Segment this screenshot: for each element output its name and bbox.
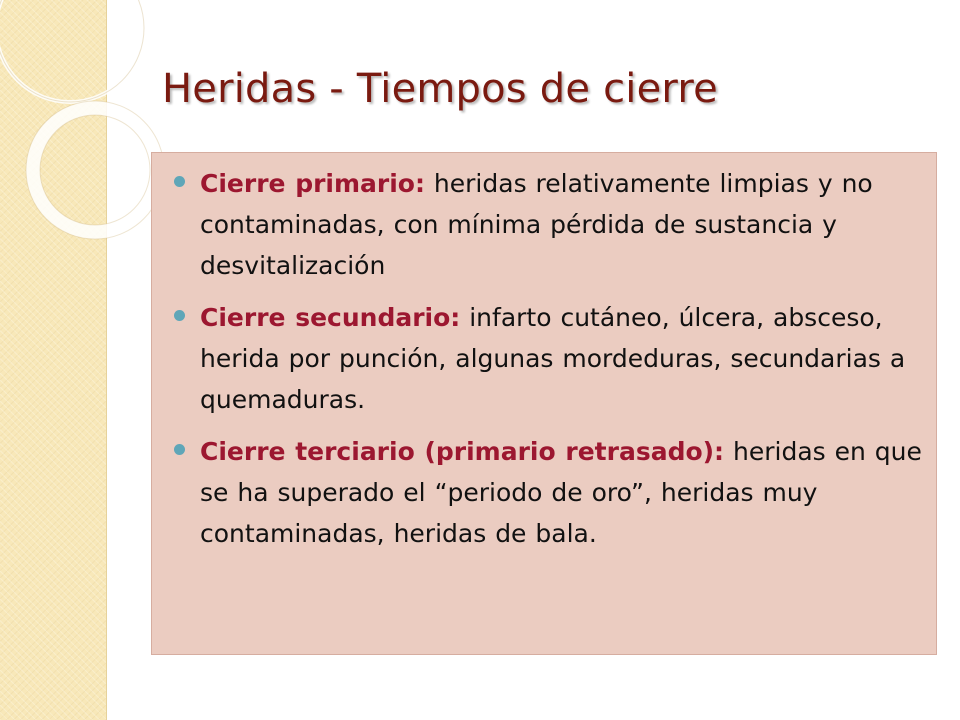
bullet-term: Cierre terciario (primario retrasado): (200, 437, 725, 466)
bullet-list (174, 163, 922, 554)
bullet-term: Cierre primario: (200, 169, 425, 198)
bullet-text: infarto cutáneo, úlcera, absceso, herida por punción, algunas mordeduras, secundarias a quemaduras. (200, 303, 906, 414)
bullet-item-cierre-secundario (174, 297, 922, 420)
bullet-text: heridas relativamente limpias y no contaminadas, con mínima pérdida de sustancia y desvitalización (200, 169, 873, 280)
bullet-dot-icon (174, 176, 185, 187)
side-texture-band (0, 0, 107, 720)
bullet-dot-icon (174, 310, 185, 321)
bullet-dot-icon (174, 444, 185, 455)
bullet-text: heridas en que se ha superado el “periodo de oro”, heridas muy contaminadas, heridas de bala. (200, 437, 922, 548)
bullet-term: Cierre secundario: (200, 303, 461, 332)
slide-title: Heridas - Tiempos de cierre (162, 66, 718, 112)
bullet-item-cierre-primario (174, 163, 922, 286)
bullet-item-cierre-terciario (174, 431, 922, 554)
content-box (151, 152, 937, 655)
